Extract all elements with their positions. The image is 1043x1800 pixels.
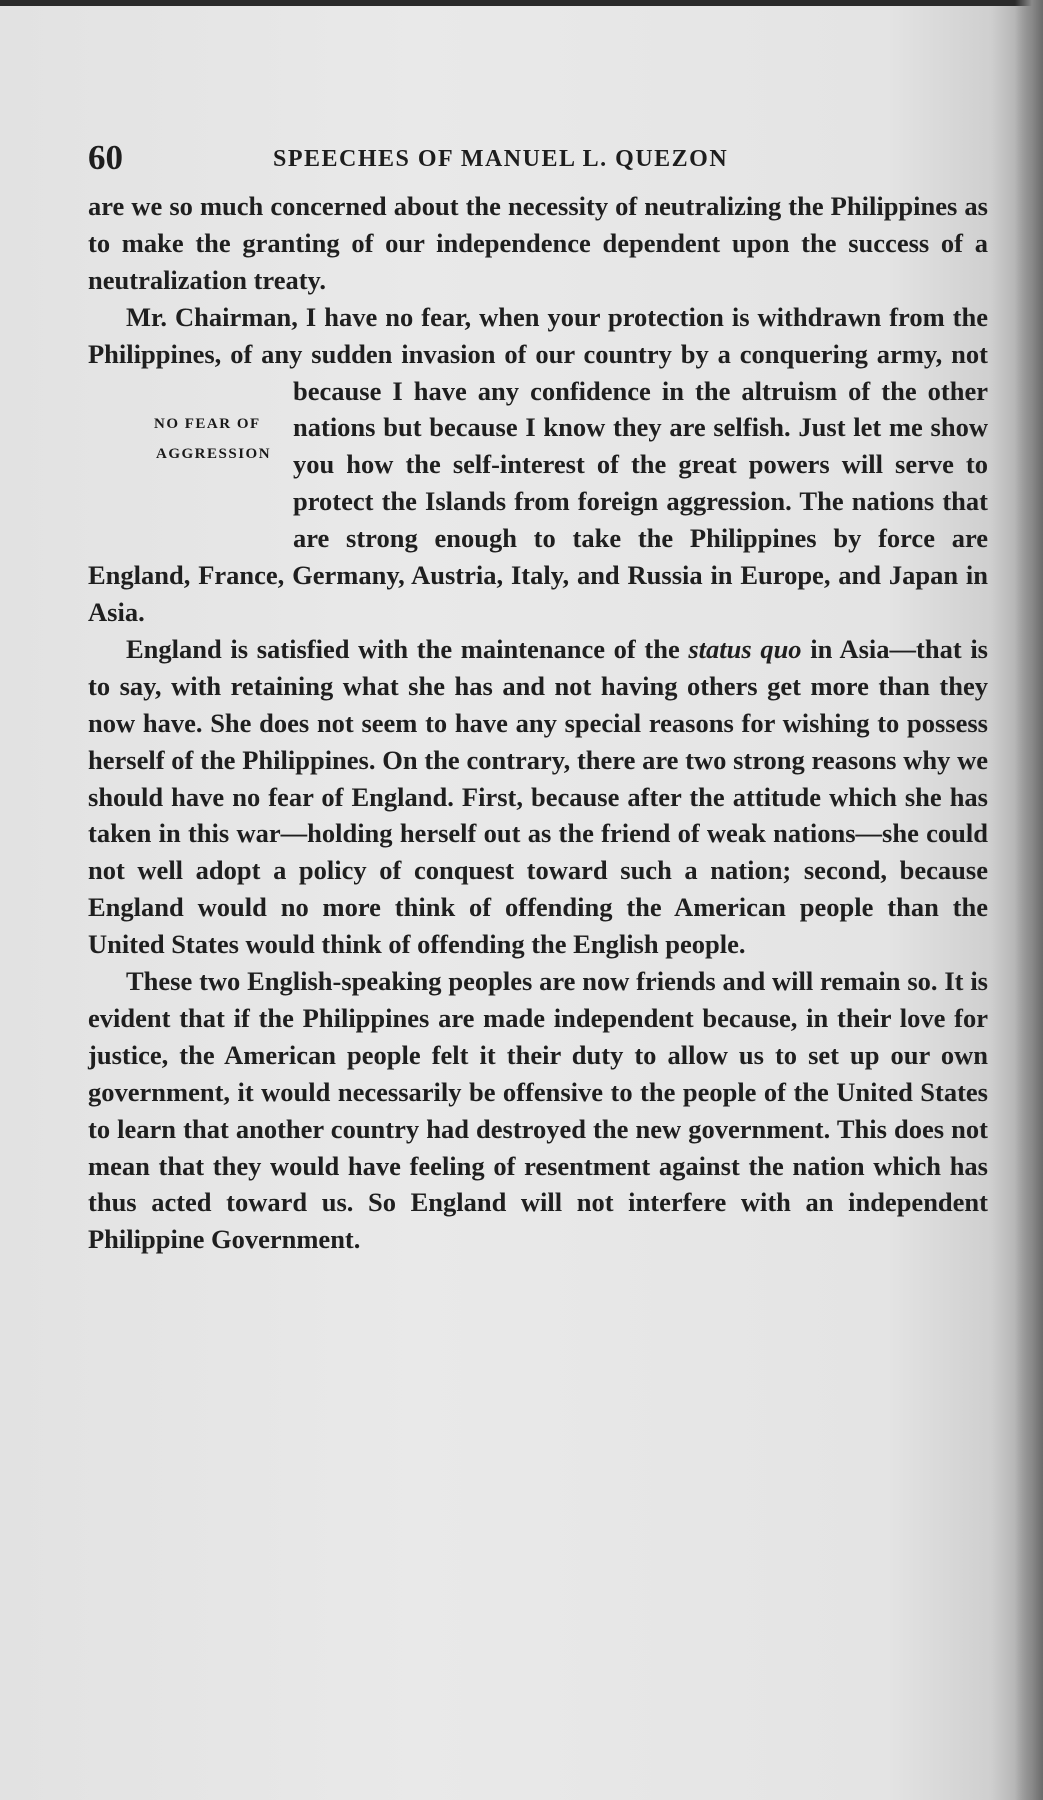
body-text xyxy=(88,188,988,1258)
page-number: 60 xyxy=(88,138,123,177)
paragraph-3-part-2: in Asia—that is to say, with retaining what she has and not having others get more than they now have. She does not seem to have any special reasons for wishing to possess herself of the Philippines. On the contrary, there are two strong reasons why we should have no fear of England. First, because after the attitude which she has taken in this war—holding herself out as the friend of weak nations—she could not well adopt a policy of conquest toward such a nation; second, because England would no more think of offending the American people than the United States would think of offending the English people. xyxy=(88,633,988,960)
running-head: SPEECHES OF MANUEL L. QUEZON xyxy=(273,146,729,172)
paragraph-4: These two English-speaking peoples are now friends and will remain so. It is evident that if the Philippines are made independent because, in their love for justice, the American people felt it their duty to allow us to set up our own government, it would necessarily be offensive to the people of the United States to learn that another country had destroyed the new government. This does not mean that they would have feeling of resentment against the nation which has thus acted toward us. So England will not interfere with an independent Philippine Government. xyxy=(88,966,988,1255)
paragraph-1: are we so much concerned about the necessity of neutralizing the Philippines as to make the granting of our independence dependent upon the success of a neutralization treaty. xyxy=(88,191,988,295)
margin-note-line-1: NO FEAR OF xyxy=(154,415,261,432)
page-binding-shadow xyxy=(1015,0,1043,1800)
paragraph-3 xyxy=(88,631,988,963)
top-border xyxy=(0,0,1043,6)
page-header xyxy=(88,138,988,178)
paragraph-2-part-2: confidence in the altruism of the other nations but because I know they are selfish. Just let me show you how the self-interest of the great powers will serve to protect the Islands from foreign aggression. The nations that are strong enough to take the Philippines by force are England, France, Germany, Austria, Italy, and Russia in Europe, and Japan in Asia. xyxy=(88,375,988,627)
paragraph-3-part-1: England is satisfied with the maintenance of the xyxy=(126,633,680,664)
margin-note-line-2: AGGRESSION xyxy=(156,445,272,462)
paragraph-2-part-1: Mr. Chairman, I have no fear, when your protection is withdrawn from the Philippines, of any sudden invasion of our country by a conquering army, not because I have any xyxy=(88,301,988,406)
paragraph-2 xyxy=(88,299,988,631)
paragraph-3-italic: status quo xyxy=(688,633,802,664)
margin-note xyxy=(88,409,293,521)
